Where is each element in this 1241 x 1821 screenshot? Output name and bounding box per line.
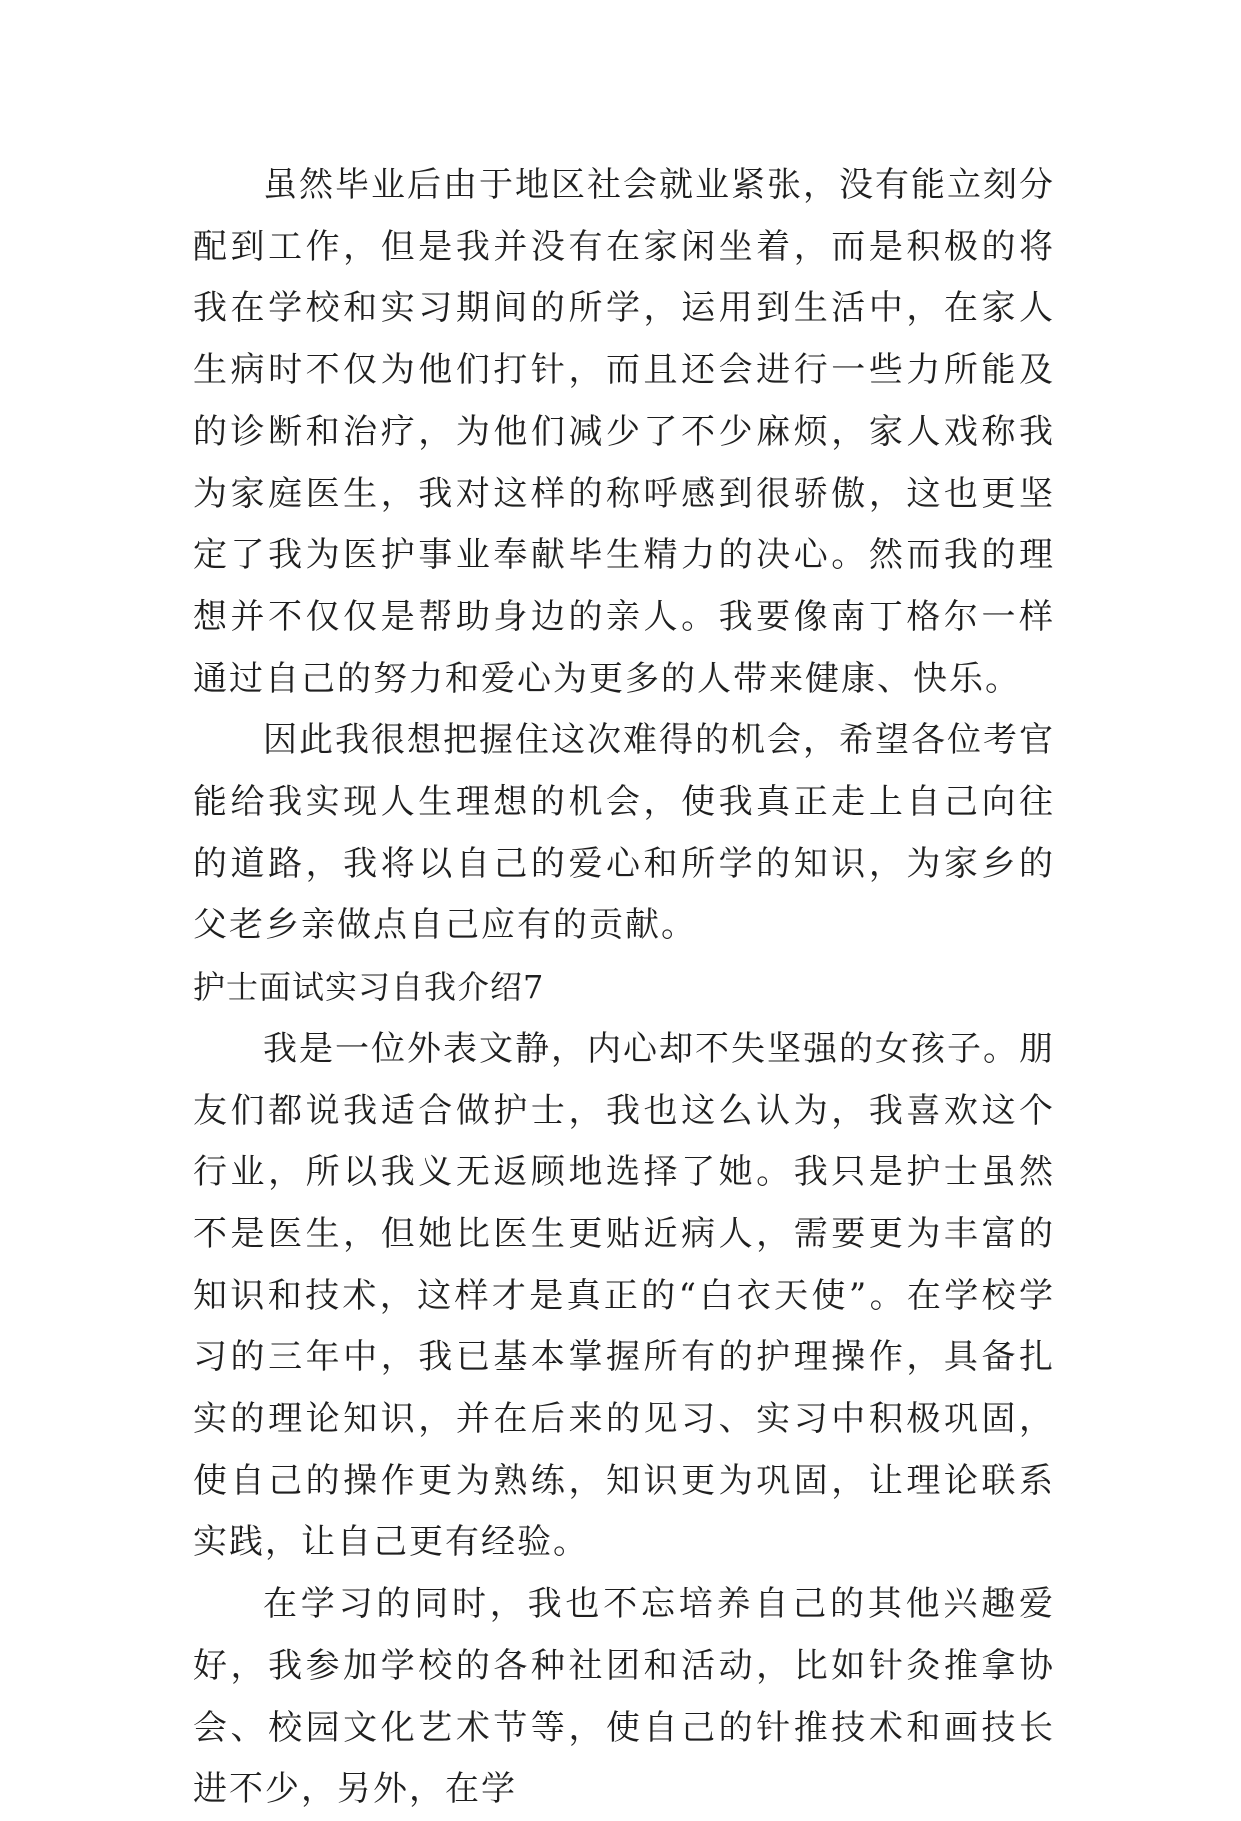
paragraph-graduation: 虽然毕业后由于地区社会就业紧张，没有能立刻分配到工作，但是我并没有在家闲坐着，而是积极的将我在学校和实习期间的所学，运用到生活中，在家人生病时不仅为他们打针，而且还会进行一些力所能及的诊断和治疗，为他们减少了不少麻烦，家人戏称我为家庭医生，我对这样的称呼感到很骄傲，这也更坚定了我为医护事业奉献毕生精力的决心。然而我的理想并不仅仅是帮助身边的亲人。我要像南丁格尔一样通过自己的努力和爱心为更多的人带来健康、快乐。 <box>193 165 1055 699</box>
paragraph-introduction: 我是一位外表文静，内心却不失坚强的女孩子。朋友们都说我适合做护士，我也这么认为，我喜欢这个行业，所以我义无返顾地选择了她。我只是护士虽然不是医生，但她比医生更贴近病人，需要更为丰富的知识和技术，这样才是真正的“白衣天使”。在学校学习的三年中，我已基本掌握所有的护理操作，具备扎实的理论知识，并在后来的见习、实习中积极巩固，使自己的操作更为熟练，知识更为巩固，让理论联系实践，让自己更有经验。 <box>193 1028 1055 1563</box>
paragraph-hobbies: 在学习的同时，我也不忘培养自己的其他兴趣爱好，我参加学校的各种社团和活动，比如针灸推拿协会、校园文化艺术节等，使自己的针推技术和画技长进不少，另外，在学 <box>193 1584 1055 1810</box>
section-heading: 护士面试实习自我介绍7 <box>193 968 545 1007</box>
paragraph-opportunity: 因此我很想把握住这次难得的机会，希望各位考官能给我实现人生理想的机会，使我真正走上自己向往的道路，我将以自己的爱心和所学的知识，为家乡的父老乡亲做点自己应有的贡献。 <box>193 720 1055 946</box>
